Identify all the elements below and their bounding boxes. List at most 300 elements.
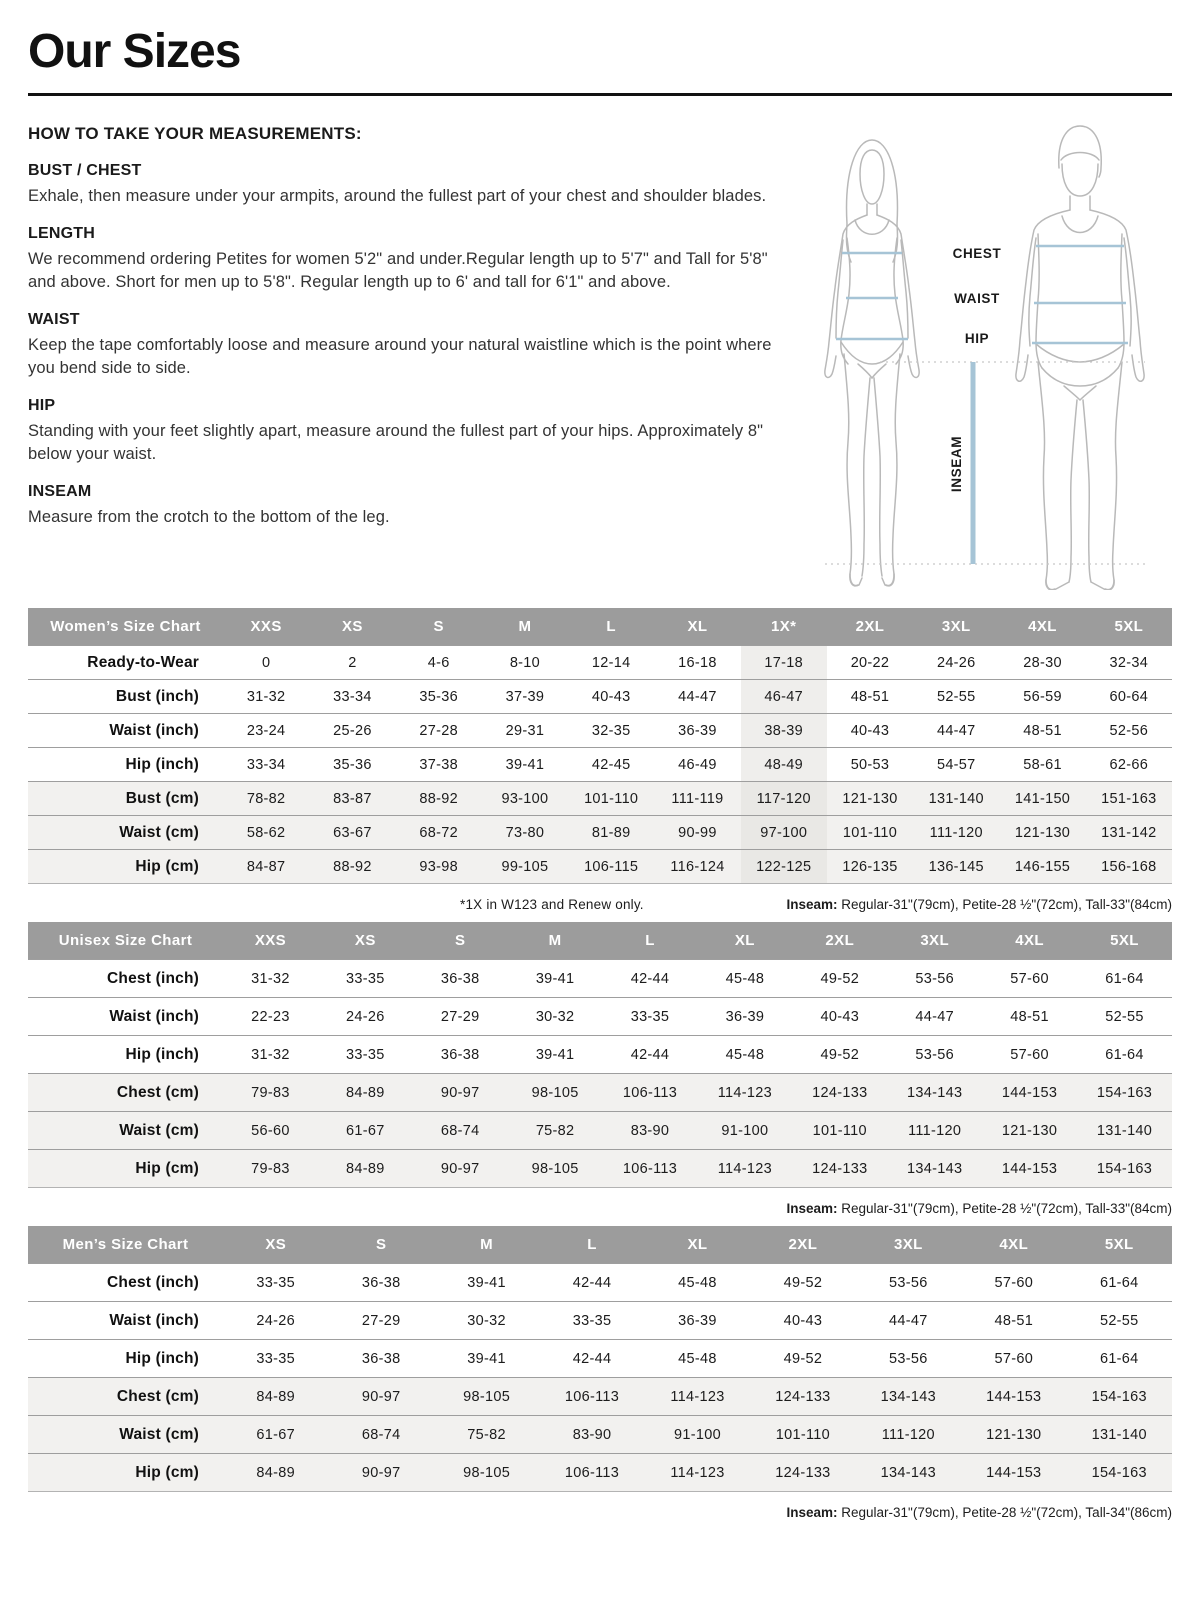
size-cell: 106-115 <box>584 858 639 875</box>
size-cell: 16-18 <box>678 654 717 671</box>
table-footnotes <box>28 1505 1172 1520</box>
section-body: Measure from the crotch to the bottom of the leg. <box>28 508 390 527</box>
table-footnotes <box>28 897 1172 912</box>
section-heading: BUST / CHEST <box>28 162 142 179</box>
row-label: Waist (cm) <box>119 823 199 841</box>
size-cell: 90-97 <box>361 1464 401 1481</box>
table-row <box>28 1074 1172 1112</box>
size-cell: 33-35 <box>572 1312 612 1329</box>
size-cell: 121-130 <box>1014 824 1071 841</box>
size-cell: 46-49 <box>678 756 717 773</box>
size-cell: 42-44 <box>572 1350 612 1367</box>
size-column-header: 3XL <box>856 1226 961 1264</box>
size-cell: 154-163 <box>1096 1160 1153 1177</box>
row-label: Chest (cm) <box>116 1083 199 1101</box>
waist-label: WAIST <box>954 291 1000 306</box>
size-column-header: 2XL <box>750 1226 855 1264</box>
size-column-header: 5XL <box>1086 608 1172 646</box>
size-cell: 90-97 <box>361 1388 401 1405</box>
size-cell: 17-18 <box>741 646 827 680</box>
size-column-header: XL <box>697 922 792 960</box>
row-label: Bust (cm) <box>125 789 199 807</box>
size-cell: 52-55 <box>936 688 976 705</box>
footnote-inseam-label: Inseam: <box>786 1201 838 1216</box>
row-label: Waist (inch) <box>109 1007 199 1025</box>
size-cell: 106-113 <box>622 1160 678 1177</box>
size-cell: 61-64 <box>1099 1274 1139 1291</box>
size-table <box>28 922 1172 1188</box>
size-cell: 93-98 <box>419 858 458 875</box>
size-cell: 68-74 <box>361 1426 401 1443</box>
size-cell: 36-38 <box>361 1350 401 1367</box>
size-cell: 48-51 <box>994 1312 1034 1329</box>
size-cell: 98-105 <box>463 1464 511 1481</box>
table-header-row <box>28 922 1172 960</box>
size-column-header: XS <box>309 608 395 646</box>
section-body: Standing with your feet slightly apart, measure around the fullest part of your hips. Approximately 8" below your waist. <box>28 422 764 463</box>
size-cell: 79-83 <box>251 1160 290 1177</box>
size-cell: 49-52 <box>820 970 860 987</box>
size-cell: 40-43 <box>820 1008 860 1025</box>
size-cell: 27-28 <box>419 722 458 739</box>
size-cell: 73-80 <box>505 824 545 841</box>
size-cell: 30-32 <box>535 1008 575 1025</box>
size-cell: 48-51 <box>850 688 890 705</box>
size-cell: 98-105 <box>531 1084 579 1101</box>
footnote-inseam <box>786 1505 1172 1520</box>
size-cell: 36-38 <box>440 1046 480 1063</box>
row-label: Waist (cm) <box>119 1121 199 1139</box>
size-column-header: L <box>603 922 698 960</box>
footnote-inseam-values: Regular-31"(79cm), Petite-28 ½"(72cm), Tall-33"(84cm) <box>837 897 1172 912</box>
size-column-header: M <box>434 1226 539 1264</box>
size-column-header: M <box>482 608 568 646</box>
size-cell: 78-82 <box>246 790 286 807</box>
size-cell: 84-89 <box>346 1084 385 1101</box>
size-cell: 131-142 <box>1101 824 1157 841</box>
size-cell: 38-39 <box>741 714 827 748</box>
row-label: Hip (inch) <box>125 1045 199 1063</box>
footnote-inseam-values: Regular-31"(79cm), Petite-28 ½"(72cm), Tall-34"(86cm) <box>837 1505 1172 1520</box>
size-table <box>28 608 1172 884</box>
woman-figure <box>825 140 919 586</box>
size-cell: 25-26 <box>333 722 372 739</box>
table-row <box>28 1454 1172 1492</box>
page-title: Our Sizes <box>28 25 241 78</box>
size-column-header: 5XL <box>1077 922 1172 960</box>
size-cell: 111-119 <box>671 790 724 807</box>
size-cell: 35-36 <box>333 756 372 773</box>
unisex-size-chart <box>28 922 1172 1216</box>
size-cell: 61-67 <box>346 1122 385 1139</box>
size-column-header: 1X* <box>741 608 827 646</box>
size-cell: 33-35 <box>630 1008 670 1025</box>
table-row <box>28 1416 1172 1454</box>
size-column-header: L <box>568 608 654 646</box>
size-column-header: S <box>328 1226 433 1264</box>
size-cell: 2 <box>348 654 357 671</box>
size-cell: 52-55 <box>1105 1008 1144 1025</box>
size-cell: 33-35 <box>346 1046 385 1063</box>
size-column-header: L <box>539 1226 644 1264</box>
size-cell: 44-47 <box>889 1312 928 1329</box>
size-cell: 22-23 <box>251 1008 290 1025</box>
size-column-header: 2XL <box>827 608 913 646</box>
size-cell: 39-41 <box>467 1274 506 1291</box>
size-column-header: 2XL <box>792 922 887 960</box>
table-row <box>28 850 1172 884</box>
size-column-header: S <box>396 608 482 646</box>
hip-label: HIP <box>964 331 990 346</box>
body-measurement-diagram <box>780 112 1172 590</box>
size-cell: 53-56 <box>889 1350 928 1367</box>
size-cell: 31-32 <box>251 1046 290 1063</box>
size-cell: 27-29 <box>440 1008 480 1025</box>
size-cell: 24-26 <box>936 654 976 671</box>
row-label: Bust (inch) <box>115 687 199 705</box>
size-cell: 90-97 <box>440 1160 480 1177</box>
table-row <box>28 748 1172 782</box>
size-cell: 106-113 <box>564 1464 620 1481</box>
size-cell: 37-38 <box>419 756 458 773</box>
size-cell: 35-36 <box>419 688 458 705</box>
size-cell: 114-123 <box>670 1464 725 1481</box>
size-cell: 24-26 <box>346 1008 385 1025</box>
size-column-header: XS <box>318 922 413 960</box>
size-cell: 8-10 <box>509 654 541 671</box>
title-divider <box>28 93 1172 96</box>
size-column-header: S <box>413 922 508 960</box>
size-cell: 32-34 <box>1109 654 1149 671</box>
size-cell: 75-82 <box>467 1426 506 1443</box>
row-label: Waist (inch) <box>109 721 199 739</box>
size-cell: 45-48 <box>725 970 765 987</box>
size-cell: 37-39 <box>505 688 545 705</box>
womens-size-chart <box>28 608 1172 912</box>
size-cell: 121-130 <box>986 1426 1042 1443</box>
size-cell: 90-99 <box>678 824 717 841</box>
size-cell: 46-47 <box>741 680 827 714</box>
size-cell: 49-52 <box>783 1274 823 1291</box>
size-cell: 101-110 <box>775 1426 831 1443</box>
size-cell: 101-110 <box>584 790 639 807</box>
size-column-header: 3XL <box>913 608 999 646</box>
size-cell: 151-163 <box>1101 790 1157 807</box>
size-cell: 40-43 <box>783 1312 823 1329</box>
size-cell: 42-45 <box>591 756 631 773</box>
size-cell: 144-153 <box>986 1464 1042 1481</box>
size-cell: 111-120 <box>929 824 983 841</box>
size-column-header: XL <box>645 1226 750 1264</box>
size-cell: 56-59 <box>1023 688 1062 705</box>
size-column-header: 4XL <box>999 608 1085 646</box>
size-cell: 91-100 <box>721 1122 769 1139</box>
size-cell: 44-47 <box>936 722 976 739</box>
size-cell: 63-67 <box>333 824 372 841</box>
size-cell: 93-100 <box>501 790 549 807</box>
table-row <box>28 1302 1172 1340</box>
size-cell: 57-60 <box>994 1274 1034 1291</box>
size-cell: 61-67 <box>256 1426 296 1443</box>
footnote-inseam-label: Inseam: <box>786 1505 838 1520</box>
size-cell: 50-53 <box>850 756 890 773</box>
size-cell: 40-43 <box>850 722 890 739</box>
man-figure <box>1016 126 1144 590</box>
size-cell: 45-48 <box>725 1046 765 1063</box>
table-header-row <box>28 608 1172 646</box>
size-cell: 33-34 <box>333 688 372 705</box>
row-label: Hip (cm) <box>135 857 199 875</box>
table-row <box>28 1036 1172 1074</box>
size-cell: 12-14 <box>591 654 631 671</box>
size-cell: 79-83 <box>251 1084 290 1101</box>
size-cell: 122-125 <box>741 850 827 884</box>
size-cell: 131-140 <box>1096 1122 1153 1139</box>
size-cell: 57-60 <box>994 1350 1034 1367</box>
row-label: Hip (cm) <box>135 1159 199 1177</box>
size-cell: 36-38 <box>361 1274 401 1291</box>
size-cell: 57-60 <box>1010 1046 1049 1063</box>
row-label: Chest (inch) <box>107 969 199 987</box>
size-cell: 39-41 <box>535 1046 575 1063</box>
table-row <box>28 1112 1172 1150</box>
table-row <box>28 646 1172 680</box>
chest-label: CHEST <box>952 246 1002 261</box>
section-heading: INSEAM <box>28 483 92 501</box>
size-cell: 101-110 <box>812 1122 867 1139</box>
size-cell: 57-60 <box>1010 970 1049 987</box>
size-cell: 61-64 <box>1099 1350 1139 1367</box>
section-body: Keep the tape comfortably loose and measure around your natural waistline which is the point where you bend side to side. <box>28 336 772 377</box>
size-cell: 144-153 <box>986 1388 1042 1405</box>
table-row <box>28 680 1172 714</box>
size-cell: 111-120 <box>881 1426 935 1443</box>
table-header-row <box>28 1226 1172 1264</box>
measurement-figures-illustration <box>780 112 1172 590</box>
table-title: Unisex Size Chart <box>28 922 223 960</box>
size-cell: 27-29 <box>361 1312 401 1329</box>
footnote-asterisk: *1X in W123 and Renew only. <box>460 897 644 912</box>
row-label: Hip (cm) <box>135 1463 199 1481</box>
size-cell: 131-140 <box>1091 1426 1147 1443</box>
size-cell: 39-41 <box>505 756 545 773</box>
size-cell: 144-153 <box>1001 1084 1058 1101</box>
size-cell: 39-41 <box>467 1350 506 1367</box>
measurement-section-hip <box>28 397 776 465</box>
size-cell: 134-143 <box>907 1084 963 1101</box>
size-cell: 114-123 <box>717 1084 773 1101</box>
size-cell: 36-39 <box>725 1008 765 1025</box>
size-cell: 31-32 <box>246 688 286 705</box>
size-cell: 53-56 <box>889 1274 928 1291</box>
size-cell: 154-163 <box>1096 1084 1153 1101</box>
size-cell: 144-153 <box>1001 1160 1058 1177</box>
size-cell: 42-44 <box>630 1046 670 1063</box>
section-heading: WAIST <box>28 311 80 329</box>
size-cell: 0 <box>261 654 271 671</box>
size-table <box>28 1226 1172 1492</box>
size-cell: 36-39 <box>678 722 717 739</box>
size-cell: 84-87 <box>246 858 286 875</box>
size-cell: 156-168 <box>1101 858 1157 875</box>
size-cell: 48-51 <box>1023 722 1062 739</box>
size-cell: 23-24 <box>246 722 286 739</box>
table-row <box>28 960 1172 998</box>
size-cell: 84-89 <box>346 1160 385 1177</box>
size-cell: 49-52 <box>820 1046 860 1063</box>
row-label: Hip (inch) <box>125 755 199 773</box>
size-cell: 98-105 <box>463 1388 511 1405</box>
table-row <box>28 1378 1172 1416</box>
size-cell: 124-133 <box>812 1084 868 1101</box>
size-cell: 53-56 <box>915 1046 954 1063</box>
row-label: Chest (inch) <box>107 1273 199 1291</box>
row-label: Waist (inch) <box>109 1311 199 1329</box>
size-cell: 68-74 <box>440 1122 480 1139</box>
size-cell: 124-133 <box>812 1160 868 1177</box>
measurement-section-inseam <box>28 483 776 528</box>
size-cell: 134-143 <box>907 1160 963 1177</box>
size-cell: 36-39 <box>678 1312 717 1329</box>
size-cell: 116-124 <box>670 858 725 875</box>
size-guide-page <box>0 24 1200 1520</box>
size-cell: 154-163 <box>1091 1388 1147 1405</box>
size-cell: 40-43 <box>591 688 631 705</box>
size-cell: 90-97 <box>440 1084 480 1101</box>
size-cell: 136-145 <box>928 858 984 875</box>
size-cell: 61-64 <box>1105 970 1144 987</box>
size-cell: 61-64 <box>1105 1046 1144 1063</box>
size-cell: 62-66 <box>1109 756 1149 773</box>
size-cell: 111-120 <box>908 1122 962 1139</box>
size-cell: 106-113 <box>622 1084 678 1101</box>
size-cell: 88-92 <box>419 790 458 807</box>
size-cell: 83-90 <box>572 1426 612 1443</box>
footnote-inseam <box>786 1201 1172 1216</box>
size-cell: 60-64 <box>1109 688 1149 705</box>
size-cell: 33-35 <box>256 1350 296 1367</box>
size-cell: 53-56 <box>915 970 954 987</box>
section-heading: LENGTH <box>28 225 95 243</box>
row-label: Chest (cm) <box>116 1387 199 1405</box>
row-label: Waist (cm) <box>119 1425 199 1443</box>
size-cell: 131-140 <box>928 790 984 807</box>
size-cell: 124-133 <box>775 1388 831 1405</box>
size-column-header: M <box>508 922 603 960</box>
table-footnotes <box>28 1201 1172 1216</box>
size-cell: 81-89 <box>591 824 631 841</box>
table-title: Women’s Size Chart <box>28 608 223 646</box>
size-cell: 49-52 <box>783 1350 823 1367</box>
size-cell: 44-47 <box>915 1008 954 1025</box>
size-cell: 31-32 <box>251 970 290 987</box>
table-row <box>28 816 1172 850</box>
size-cell: 91-100 <box>673 1426 721 1443</box>
size-cell: 30-32 <box>467 1312 506 1329</box>
size-cell: 97-100 <box>741 816 827 850</box>
table-row <box>28 998 1172 1036</box>
size-cell: 28-30 <box>1023 654 1062 671</box>
size-column-header: XS <box>223 1226 328 1264</box>
size-cell: 121-130 <box>842 790 898 807</box>
size-cell: 98-105 <box>531 1160 579 1177</box>
size-column-header: 5XL <box>1067 1226 1173 1264</box>
table-title: Men’s Size Chart <box>28 1226 223 1264</box>
size-cell: 83-87 <box>333 790 372 807</box>
size-cell: 68-72 <box>419 824 458 841</box>
measurement-section-waist <box>28 311 776 379</box>
mens-size-chart <box>28 1226 1172 1520</box>
size-cell: 33-35 <box>256 1274 296 1291</box>
size-cell: 33-35 <box>346 970 385 987</box>
size-cell: 24-26 <box>256 1312 296 1329</box>
size-cell: 88-92 <box>333 858 372 875</box>
size-cell: 83-90 <box>630 1122 670 1139</box>
inseam-label: INSEAM <box>949 435 964 493</box>
size-cell: 146-155 <box>1014 858 1071 875</box>
row-label: Ready-to-Wear <box>87 653 199 671</box>
section-heading: HIP <box>28 397 56 415</box>
size-cell: 141-150 <box>1014 790 1071 807</box>
size-cell: 45-48 <box>678 1274 717 1291</box>
size-cell: 75-82 <box>535 1122 575 1139</box>
size-cell: 58-61 <box>1023 756 1062 773</box>
footnote-inseam-values: Regular-31"(79cm), Petite-28 ½"(72cm), Tall-33"(84cm) <box>837 1201 1172 1216</box>
measurement-section-length <box>28 225 776 293</box>
size-column-header: XXS <box>223 922 318 960</box>
size-cell: 117-120 <box>741 782 827 816</box>
table-row <box>28 1340 1172 1378</box>
size-cell: 52-55 <box>1099 1312 1139 1329</box>
section-body: Exhale, then measure under your armpits, around the fullest part of your chest and shoulder blades. <box>28 187 767 205</box>
size-cell: 44-47 <box>678 688 717 705</box>
size-cell: 99-105 <box>501 858 549 875</box>
size-cell: 124-133 <box>775 1464 831 1481</box>
measurement-instructions <box>28 124 776 547</box>
size-column-header: 3XL <box>887 922 982 960</box>
size-cell: 29-31 <box>505 722 545 739</box>
size-cell: 114-123 <box>717 1160 773 1177</box>
size-cell: 154-163 <box>1091 1464 1147 1481</box>
footnote-inseam-label: Inseam: <box>786 897 838 912</box>
size-cell: 4-6 <box>427 654 450 671</box>
size-cell: 20-22 <box>850 654 890 671</box>
section-body: We recommend ordering Petites for women 5'2" and under.Regular length up to 5'7" and Tall for 5'8" and above. Short for men up to 5'8". Regular length up to 6' and tall for 6'1" and above. <box>28 250 768 291</box>
size-cell: 52-56 <box>1109 722 1149 739</box>
size-column-header: XXS <box>223 608 309 646</box>
footnote-inseam <box>786 897 1172 912</box>
size-cell: 56-60 <box>251 1122 290 1139</box>
intro-section <box>28 124 1172 590</box>
size-cell: 42-44 <box>572 1274 612 1291</box>
size-cell: 48-49 <box>741 748 827 782</box>
size-cell: 48-51 <box>1010 1008 1049 1025</box>
table-row <box>28 1150 1172 1188</box>
size-cell: 39-41 <box>535 970 575 987</box>
how-to-heading: HOW TO TAKE YOUR MEASUREMENTS: <box>28 124 362 143</box>
size-cell: 101-110 <box>842 824 898 841</box>
size-cell: 36-38 <box>440 970 480 987</box>
size-cell: 45-48 <box>678 1350 717 1367</box>
size-cell: 84-89 <box>256 1464 296 1481</box>
size-column-header: XL <box>654 608 740 646</box>
table-row <box>28 714 1172 748</box>
size-cell: 121-130 <box>1001 1122 1058 1139</box>
size-cell: 134-143 <box>880 1464 936 1481</box>
size-cell: 114-123 <box>670 1388 725 1405</box>
size-cell: 33-34 <box>246 756 286 773</box>
size-cell: 32-35 <box>591 722 631 739</box>
